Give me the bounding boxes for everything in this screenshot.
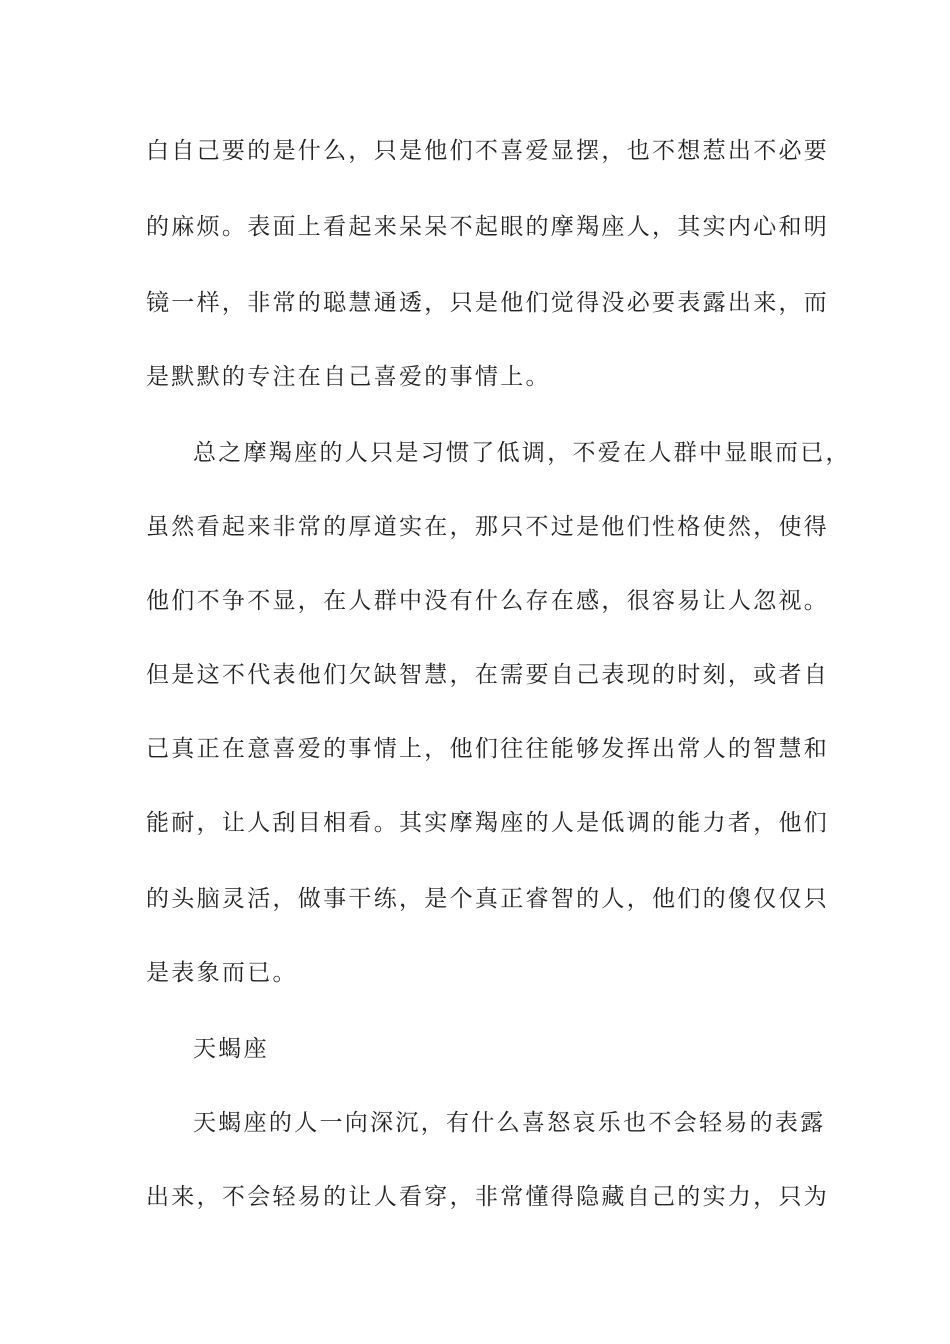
text-line: 的头脑灵活，做事干练，是个真正睿智的人，他们的傻仅仅只 [146, 886, 830, 912]
text-line: 出来，不会轻易的让人看穿，非常懂得隐藏自己的实力，只为 [146, 1184, 830, 1210]
text-line: 是表象而已。 [146, 960, 298, 986]
text-line: 镜一样，非常的聪慧通透，只是他们觉得没必要表露出来，而 [146, 290, 830, 316]
text-line: 总之摩羯座的人只是习惯了低调，不爱在人群中显眼而已， [193, 440, 851, 466]
text-line: 虽然看起来非常的厚道实在，那只不过是他们性格使然，使得 [146, 514, 830, 540]
text-line: 能耐，让人刮目相看。其实摩羯座的人是低调的能力者，他们 [146, 810, 830, 836]
text-line: 己真正在意喜爱的事情上，他们往往能够发挥出常人的智慧和 [146, 736, 830, 762]
text-line: 天蝎座的人一向深沉，有什么喜怒哀乐也不会轻易的表露 [193, 1110, 826, 1136]
text-line: 是默默的专注在自己喜爱的事情上。 [146, 364, 551, 390]
text-line: 的麻烦。表面上看起来呆呆不起眼的摩羯座人，其实内心和明 [146, 214, 830, 240]
section-heading: 天蝎座 [193, 1036, 269, 1062]
text-line: 但是这不代表他们欠缺智慧，在需要自己表现的时刻，或者自 [146, 662, 830, 688]
text-line: 他们不争不显，在人群中没有什么存在感，很容易让人忽视。 [146, 588, 830, 614]
text-line: 白自己要的是什么，只是他们不喜爱显摆，也不想惹出不必要 [146, 138, 830, 164]
